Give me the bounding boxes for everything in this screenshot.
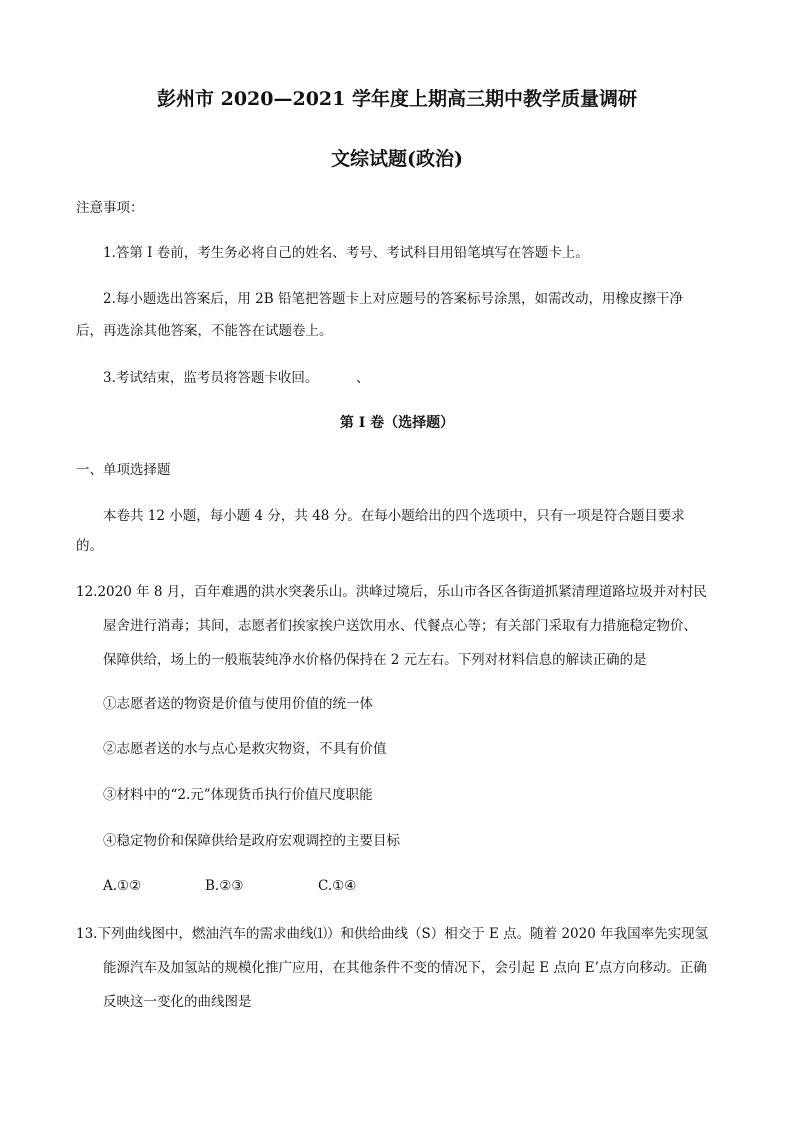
- question-12-statement-2: ②志愿者送的水与点心是救灾物资，不具有价值: [103, 741, 387, 757]
- notice-item-3: 3.考试结束，监考员将答题卡收回。: [103, 370, 319, 386]
- exam-subtitle: 文综试题(政治): [331, 148, 463, 170]
- notice-item-2-line-1: 2.每小题选出答案后，用 2B 铅笔把答题卡上对应题号的答案标号涂黑，如需改动，用橡皮擦干净: [103, 291, 683, 307]
- question-12-option-c: C.①④: [318, 878, 357, 894]
- notice-item-3-mark: 、: [356, 370, 370, 386]
- exam-title: 彭州市 2020—2021 学年度上期高三期中教学质量调研: [157, 88, 637, 110]
- question-12-line-1: 12.2020 年 8 月，百年难遇的洪水突袭乐山。洪峰过境后，乐山市各区各街道抓紧清理道路垃圾并对村民: [76, 584, 707, 600]
- question-12-option-a: A.①②: [103, 878, 142, 894]
- question-12-statement-4: ④稳定物价和保障供给是政府宏观调控的主要目标: [103, 833, 400, 849]
- notice-item-2-line-2: 后，再选涂其他答案，不能答在试题卷上。: [76, 323, 333, 339]
- question-12-option-b: B.②③: [205, 878, 244, 894]
- question-13-line-2: 能源汽车及加氢站的规模化推广应用，在其他条件不变的情况下，会引起 E 点向 E’点方向移动。正确: [103, 960, 707, 976]
- question-12-statement-3: ③材料中的“2.元”体现货币执行价值尺度职能: [103, 787, 373, 803]
- question-12-line-3: 保障供给，场上的一般瓶装纯净水价格仍保持在 2 元左右。下列对材料信息的解读正确的是: [103, 652, 647, 668]
- notice-heading: 注意事项：: [76, 200, 144, 216]
- notice-item-1: 1.答第 I 卷前，考生务必将自己的姓名、考号、考试科目用铅笔填写在答题卡上。: [103, 245, 589, 261]
- question-12-line-2: 屋舍进行消毒；其间，志愿者们挨家挨户送饮用水、代餐点心等；有关部门采取有力措施稳定物价、: [103, 618, 697, 634]
- question-12-statement-1: ①志愿者送的物资是价值与使用价值的统一体: [103, 696, 373, 712]
- section-heading: 一、单项选择题: [76, 462, 171, 478]
- question-13-line-3: 反映这一变化的曲线图是: [103, 994, 252, 1010]
- instructions-line-1: 本卷共 12 小题，每小题 4 分，共 48 分。在每小题给出的四个选项中，只有一项是符合题目要求: [103, 508, 685, 524]
- question-13-line-1: 13.下列曲线图中，燃油汽车的需求曲线⑴）和供给曲线（S）相交于 E 点。随着 2020 年我国率先实现氢: [76, 926, 709, 942]
- instructions-line-2: 的。: [76, 538, 103, 554]
- part-title: 第 I 卷（选择题）: [339, 415, 455, 431]
